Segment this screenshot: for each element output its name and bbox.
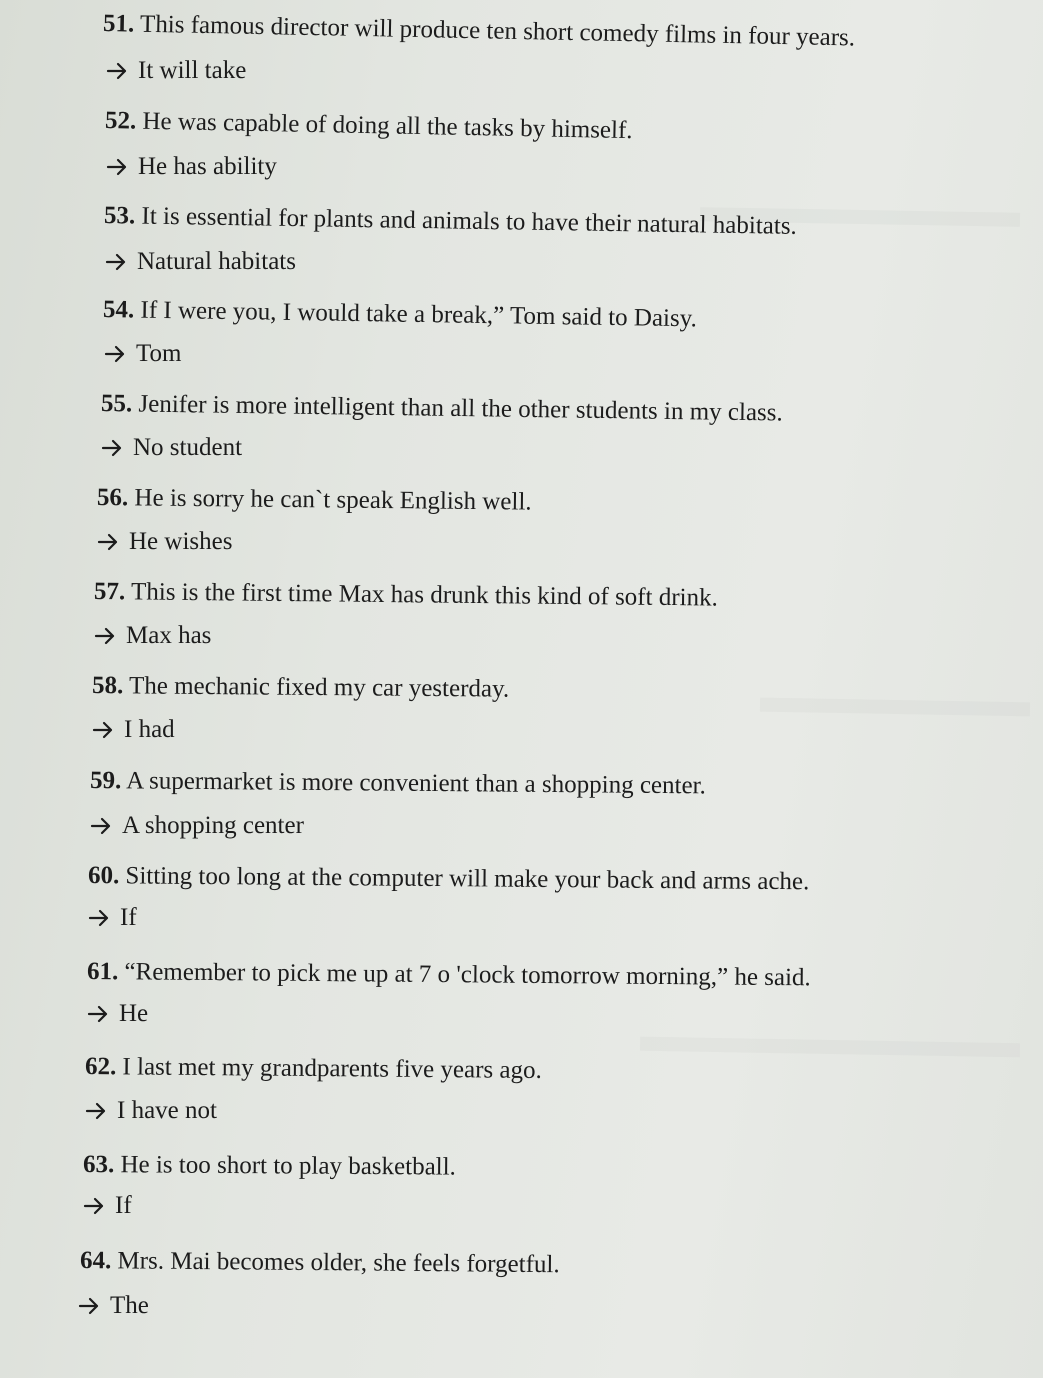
exercise-60-sentence: [88, 861, 810, 897]
exercise-53-prompt: [105, 247, 296, 277]
exercise-number: 56.: [96, 484, 129, 512]
rewrite-prompt: I had: [124, 716, 175, 743]
exercise-number: 55.: [100, 390, 133, 418]
sentence-text: Jenifer is more intelligent than all the other students in my class.: [138, 390, 783, 427]
exercise-58-sentence: [92, 671, 509, 705]
rewrite-prompt: He has ability: [138, 153, 277, 180]
right-arrow-icon: [105, 252, 127, 272]
rewrite-prompt: He: [119, 1000, 149, 1027]
rewrite-prompt: I have not: [117, 1097, 217, 1124]
right-arrow-icon: [106, 61, 128, 81]
exercise-59-prompt: [90, 811, 304, 841]
exercise-57-sentence: [94, 577, 718, 614]
exercise-58-prompt: [92, 715, 175, 745]
rewrite-prompt: The: [110, 1292, 149, 1319]
exercise-64-sentence: [80, 1246, 560, 1280]
sentence-text: A supermarket is more convenient than a shopping center.: [126, 767, 706, 800]
right-arrow-icon: [94, 626, 116, 646]
exercise-62-sentence: [85, 1052, 542, 1086]
rewrite-prompt: He wishes: [129, 528, 233, 555]
exercise-number: 51.: [102, 10, 135, 38]
exercise-number: 59.: [89, 767, 122, 795]
exercise-number: 61.: [86, 958, 119, 986]
exercise-55-prompt: [101, 433, 242, 463]
right-arrow-icon: [106, 157, 128, 177]
exercise-54-sentence: [103, 295, 697, 334]
exercise-number: 54.: [102, 296, 135, 324]
sentence-text: This is the first time Max has drunk this kind of soft drink.: [130, 578, 718, 612]
right-arrow-icon: [90, 816, 112, 836]
exercise-53-sentence: [104, 201, 797, 242]
exercise-56-sentence: [97, 483, 532, 518]
exercise-52-prompt: [106, 152, 277, 182]
exercise-number: 53.: [103, 202, 136, 230]
exercise-number: 62.: [84, 1053, 117, 1081]
rewrite-prompt: A shopping center: [122, 812, 304, 839]
rewrite-prompt: Natural habitats: [137, 248, 296, 275]
right-arrow-icon: [97, 532, 119, 552]
exercise-number: 63.: [82, 1151, 115, 1179]
exercise-number: 64.: [79, 1247, 112, 1275]
exercise-number: 57.: [93, 578, 126, 606]
rewrite-prompt: If: [120, 904, 137, 931]
right-arrow-icon: [83, 1196, 105, 1216]
sentence-text: He was capable of doing all the tasks by himself.: [142, 107, 633, 145]
rewrite-prompt: It will take: [138, 57, 247, 84]
rewrite-prompt: Max has: [126, 622, 212, 649]
exercise-52-sentence: [105, 106, 633, 146]
exercise-63-sentence: [83, 1150, 456, 1183]
right-arrow-icon: [92, 720, 114, 740]
sentence-text: The mechanic fixed my car yesterday.: [128, 672, 510, 703]
sentence-text: This famous director will produce ten short comedy films in four years.: [139, 10, 856, 52]
sentence-text: If I were you, I would take a break,” Tom said to Daisy.: [140, 296, 698, 333]
right-arrow-icon: [78, 1296, 100, 1316]
exercise-62-prompt: [85, 1096, 217, 1126]
rewrite-prompt: No student: [133, 434, 243, 461]
exercise-number: 52.: [104, 107, 137, 135]
right-arrow-icon: [87, 1004, 109, 1024]
exercise-51-sentence: [103, 9, 856, 53]
exercise-number: 60.: [87, 862, 120, 890]
sentence-text: Sitting too long at the computer will make your back and arms ache.: [125, 862, 810, 896]
exercise-number: 58.: [91, 672, 124, 700]
sentence-text: I last met my grandparents five years ago.: [122, 1053, 542, 1084]
exercise-57-prompt: [94, 621, 211, 651]
exercise-61-sentence: [87, 957, 811, 993]
right-arrow-icon: [88, 908, 110, 928]
sentence-text: Mrs. Mai becomes older, she feels forgetful.: [117, 1247, 560, 1279]
sentence-text: It is essential for plants and animals to have their natural habitats.: [141, 202, 798, 240]
exercise-54-prompt: [104, 339, 181, 369]
sentence-text: “Remember to pick me up at 7 o 'clock tomorrow morning,” he said.: [124, 958, 811, 992]
exercise-55-sentence: [101, 389, 783, 429]
right-arrow-icon: [85, 1101, 107, 1121]
sentence-text: He is too short to play basketball.: [120, 1151, 456, 1181]
exercise-63-prompt: [83, 1191, 132, 1221]
exercise-51-prompt: [106, 56, 246, 86]
right-arrow-icon: [104, 344, 126, 364]
right-arrow-icon: [101, 438, 123, 458]
rewrite-prompt: Tom: [136, 340, 182, 367]
sentence-text: He is sorry he can`t speak English well.: [134, 484, 532, 516]
exercise-60-prompt: [88, 903, 137, 933]
exercise-64-prompt: [78, 1291, 149, 1321]
rewrite-prompt: If: [115, 1192, 132, 1219]
exercise-56-prompt: [97, 527, 232, 557]
exercise-59-sentence: [90, 766, 706, 801]
exercise-61-prompt: [87, 999, 148, 1029]
